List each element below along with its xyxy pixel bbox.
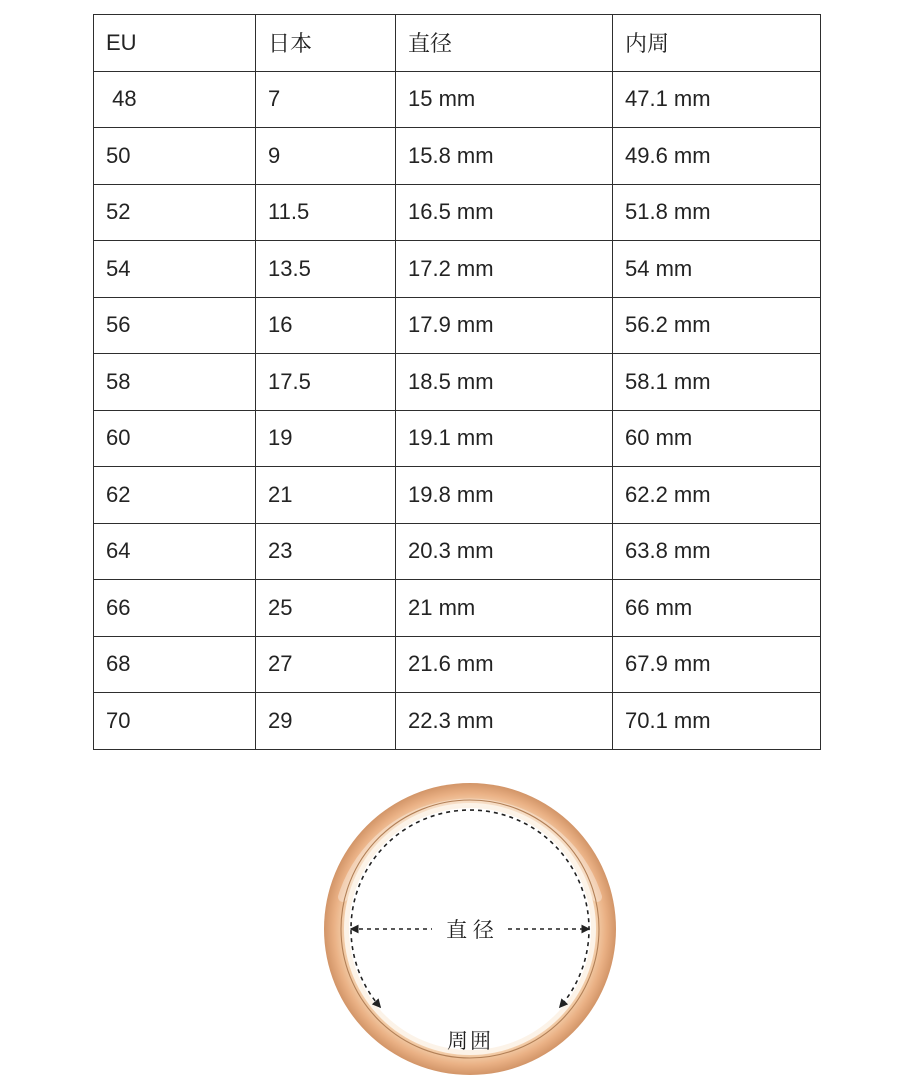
diameter-label: 直 径 xyxy=(446,919,494,942)
table-cell: 17.2 mm xyxy=(396,241,613,298)
ring-diagram xyxy=(323,782,617,1076)
table-cell: 19.8 mm xyxy=(396,467,613,524)
table-cell: 15 mm xyxy=(396,71,613,128)
table-cell: 16 xyxy=(256,297,396,354)
table-row xyxy=(94,297,821,354)
table-cell: 23 xyxy=(256,523,396,580)
table-cell: 64 xyxy=(94,523,256,580)
table-cell: 21 mm xyxy=(396,580,613,637)
ring-size-table xyxy=(93,14,821,750)
table-cell: 56.2 mm xyxy=(613,297,821,354)
column-header: 内周 xyxy=(613,15,821,72)
table-cell: 25 xyxy=(256,580,396,637)
table-cell: 70 xyxy=(94,693,256,750)
table-row xyxy=(94,636,821,693)
table-cell: 54 mm xyxy=(613,241,821,298)
table-cell: 58.1 mm xyxy=(613,354,821,411)
table-row xyxy=(94,241,821,298)
column-header: 直径 xyxy=(396,15,613,72)
column-header: EU xyxy=(94,15,256,72)
table-cell: 20.3 mm xyxy=(396,523,613,580)
table-cell: 22.3 mm xyxy=(396,693,613,750)
table-row xyxy=(94,410,821,467)
table-cell: 52 xyxy=(94,184,256,241)
table-cell: 48 xyxy=(94,71,256,128)
table-cell: 15.8 mm xyxy=(396,128,613,185)
table-cell: 58 xyxy=(94,354,256,411)
table-cell: 49.6 mm xyxy=(613,128,821,185)
table-cell: 29 xyxy=(256,693,396,750)
table-cell: 51.8 mm xyxy=(613,184,821,241)
table-cell: 7 xyxy=(256,71,396,128)
table-cell: 9 xyxy=(256,128,396,185)
table-cell: 63.8 mm xyxy=(613,523,821,580)
table-row xyxy=(94,580,821,637)
table-cell: 16.5 mm xyxy=(396,184,613,241)
table-cell: 60 mm xyxy=(613,410,821,467)
table-header-row xyxy=(94,15,821,72)
table-cell: 27 xyxy=(256,636,396,693)
table-cell: 70.1 mm xyxy=(613,693,821,750)
circumference-label: 周囲 xyxy=(447,1030,493,1053)
table-cell: 17.5 xyxy=(256,354,396,411)
table-cell: 13.5 xyxy=(256,241,396,298)
table-row xyxy=(94,128,821,185)
table-cell: 56 xyxy=(94,297,256,354)
table-row xyxy=(94,71,821,128)
table-cell: 19.1 mm xyxy=(396,410,613,467)
column-header: 日本 xyxy=(256,15,396,72)
table-cell: 18.5 mm xyxy=(396,354,613,411)
table-cell: 11.5 xyxy=(256,184,396,241)
table-row xyxy=(94,467,821,524)
table-cell: 62 xyxy=(94,467,256,524)
table-cell: 17.9 mm xyxy=(396,297,613,354)
table-cell: 21 xyxy=(256,467,396,524)
table-row xyxy=(94,693,821,750)
table-cell: 66 xyxy=(94,580,256,637)
table-cell: 66 mm xyxy=(613,580,821,637)
table-cell: 67.9 mm xyxy=(613,636,821,693)
table-cell: 60 xyxy=(94,410,256,467)
table-cell: 54 xyxy=(94,241,256,298)
table-row xyxy=(94,354,821,411)
table-cell: 19 xyxy=(256,410,396,467)
table-cell: 21.6 mm xyxy=(396,636,613,693)
table-row xyxy=(94,184,821,241)
table-cell: 47.1 mm xyxy=(613,71,821,128)
table-row xyxy=(94,523,821,580)
table-cell: 50 xyxy=(94,128,256,185)
table-cell: 68 xyxy=(94,636,256,693)
table-cell: 62.2 mm xyxy=(613,467,821,524)
